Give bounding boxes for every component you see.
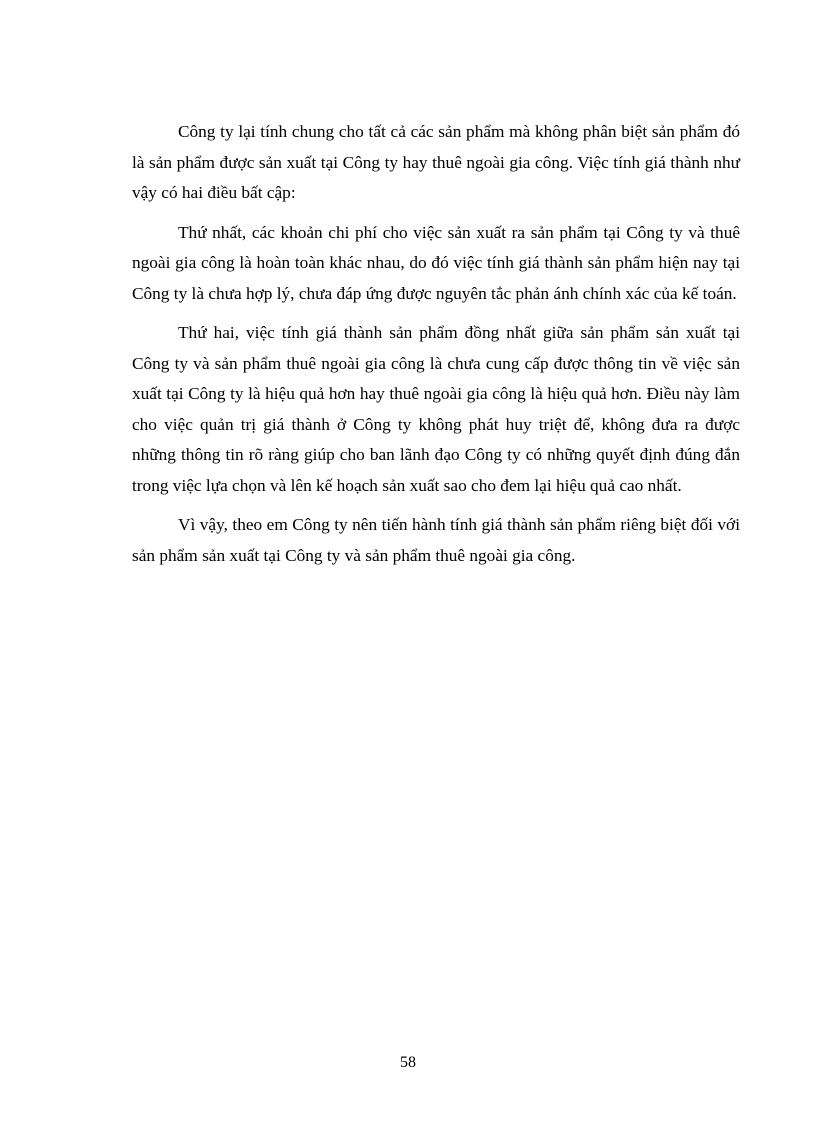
paragraph-recommendation: Vì vậy, theo em Công ty nên tiến hành tính giá thành sản phẩm riêng biệt đối với sản phẩm sản xuất tại Công ty và sản phẩm thuê ngoài gia công. xyxy=(132,515,740,565)
paragraph-first-issue: Thứ nhất, các khoản chi phí cho việc sản xuất ra sản phẩm tại Công ty và thuê ngoài gia công là hoàn toàn khác nhau, do đó việc tính giá thành sản phẩm hiện nay tại Công ty là chưa hợp lý, chưa đáp ứng được nguyên tắc phản ánh chính xác của kế toán. xyxy=(132,222,740,303)
page-number: 58 xyxy=(400,1054,416,1071)
paragraph-second-issue: Thứ hai, việc tính giá thành sản phẩm đồng nhất giữa sản phẩm sản xuất tại Công ty và sản phẩm thuê ngoài gia công là chưa cung cấp được thông tin về việc sản xuất tại Công ty là hiệu quả hơn hay thuê ngoài gia công là hiệu quả hơn. Điều này làm cho việc quản trị giá thành ở Công ty không phát huy triệt để, không đưa ra được những thông tin rõ ràng giúp cho ban lãnh đạo Công ty có những quyết định đúng đắn trong việc lựa chọn và lên kế hoạch sản xuất sao cho đem lại hiệu quả cao nhất. xyxy=(132,323,740,495)
page-body xyxy=(132,117,740,580)
paragraph-intro: Công ty lại tính chung cho tất cả các sản phẩm mà không phân biệt sản phẩm đó là sản phẩm được sản xuất tại Công ty hay thuê ngoài gia công. Việc tính giá thành như vậy có hai điều bất cập: xyxy=(132,122,740,202)
